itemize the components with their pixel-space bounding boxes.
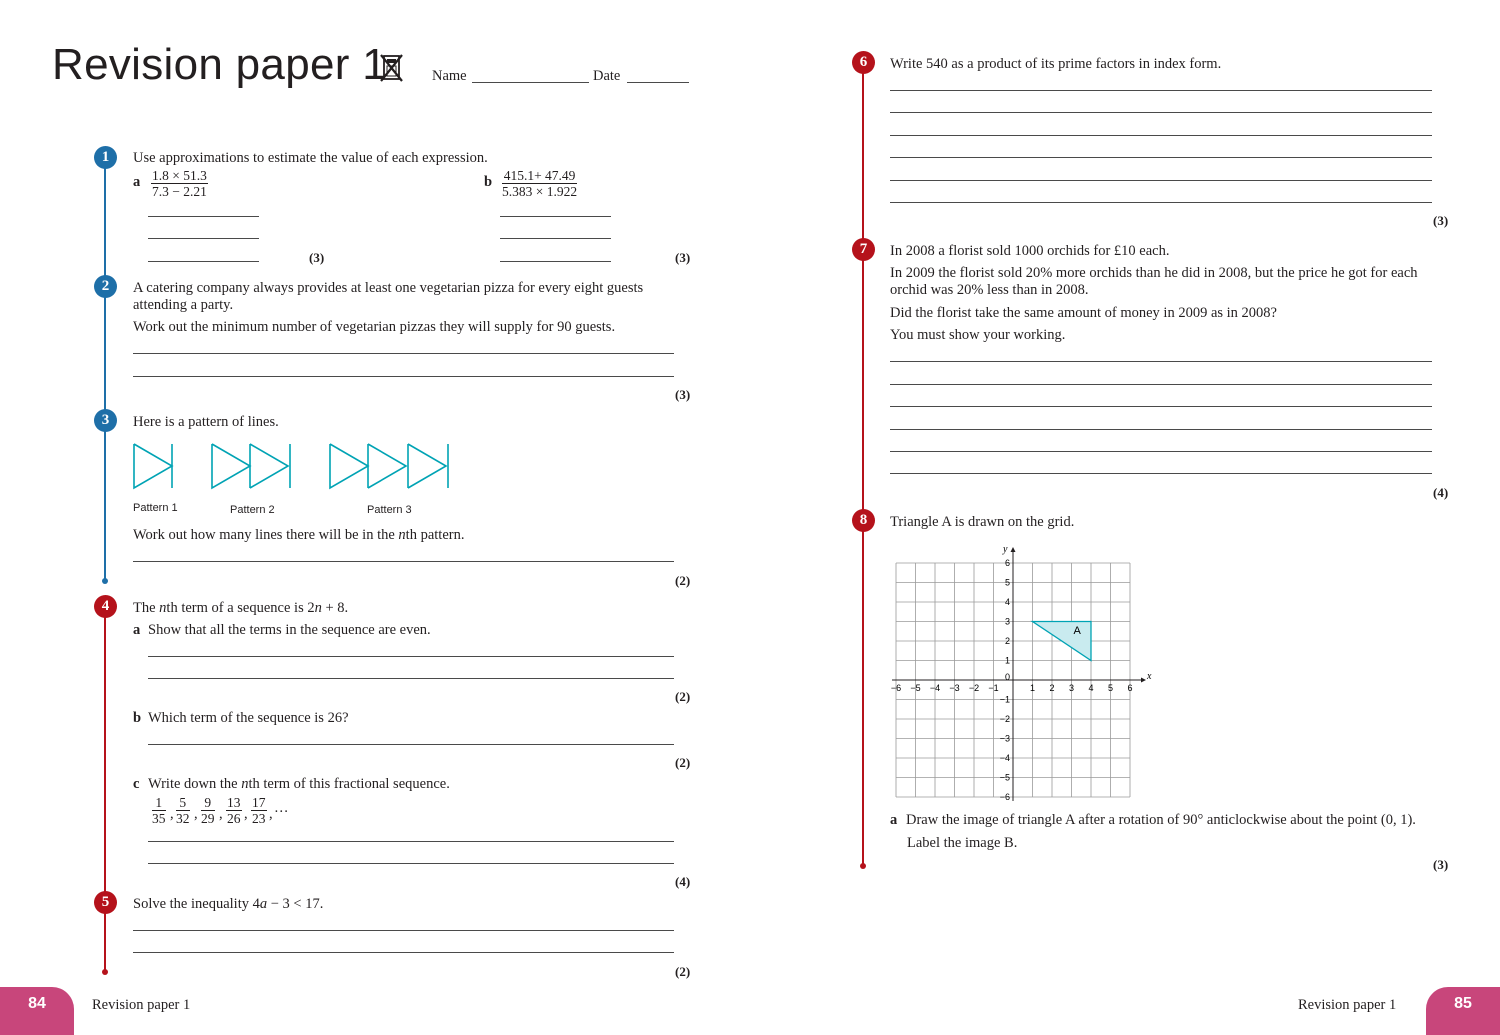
q7-answer-line[interactable] [890,429,1432,430]
q7-answer-line[interactable] [890,473,1432,474]
q1-stem: Use approximations to estimate the value of each expression. [133,150,488,166]
q1-b-denominator: 5.383 × 1.922 [502,184,578,199]
y-tick-label: −2 [999,714,1010,724]
q4a-marks: (2) [675,689,691,704]
q5-answer-line[interactable] [133,952,674,953]
sequence-term-3 [201,795,215,826]
q4c-answer-line[interactable] [148,863,674,864]
q8a-text: Draw the image of triangle A after a rotation of 90° anticlockwise about the point (0, 1). [906,812,1416,828]
q3-answer-line[interactable] [133,561,674,562]
y-tick-label: −6 [999,792,1010,802]
red-question-bar-right [862,62,864,866]
q6-answer-line[interactable] [890,112,1432,113]
q5-text [133,896,323,913]
comma: , [194,806,198,822]
q8a-text-2: Label the image B. [907,835,1018,851]
q3-text: Here is a pattern of lines. [133,414,279,430]
q4-stem-start: The [133,600,160,616]
q1a-answer-line[interactable] [148,261,259,262]
q4b-text: Which term of the sequence is 26? [148,710,349,726]
q5-variable-a: a [259,896,268,912]
sequence-term-4 [226,795,242,826]
q6-answer-line[interactable] [890,90,1432,91]
q1-a-denominator: 7.3 − 2.21 [152,184,207,199]
y-axis-arrow [1011,547,1016,552]
q4-part-a-label: a [133,622,141,638]
q4-part-c-label: c [133,776,140,792]
q3-question-end: th pattern. [405,527,465,543]
y-tick-label: 3 [1004,616,1010,627]
x-tick-label: 5 [1107,683,1114,693]
q1a-answer-line[interactable] [148,238,259,239]
question-number-3: 3 [94,409,117,432]
term-denominator: 29 [201,811,215,826]
q4c-text [148,776,450,793]
sequence-term-1 [152,795,166,826]
term-numerator: 9 [201,795,215,811]
q1-part-a-label: a [133,174,141,190]
x-tick-label: −2 [968,683,980,693]
footer-title-right: Revision paper 1 [1298,997,1397,1013]
q2-text: A catering company always provides at least one vegetarian pizza for every eight guests attending a party. [133,280,644,313]
x-tick-label: 6 [1127,683,1133,693]
date-label: Date [593,68,621,84]
x-tick-label: 4 [1088,683,1094,693]
y-tick-label: −1 [999,694,1010,705]
q7-text-3: Did the florist take the same amount of money in 2009 as in 2008? [890,305,1277,321]
pattern-1-label: Pattern 1 [133,502,178,514]
x-tick-label: −3 [949,683,960,693]
question-number-6: 6 [852,51,875,74]
y-tick-label: 2 [1004,636,1010,646]
term-denominator: 26 [227,811,241,826]
pattern-1-shape [134,444,172,488]
term-denominator: 35 [152,811,166,826]
q4c-text-start: Write down the [148,776,242,792]
q6-answer-line[interactable] [890,157,1432,158]
q5-answer-line[interactable] [133,930,674,931]
q4c-variable-n: n [241,776,249,792]
q7-text-4: You must show your working. [890,327,1066,343]
x-tick-label: −5 [910,683,921,693]
q8-marks: (3) [1433,857,1449,872]
q1a-answer-line[interactable] [148,216,259,217]
term-denominator: 23 [252,811,266,826]
pattern-2-label: Pattern 2 [230,504,275,516]
question-number-7: 7 [852,238,875,261]
q1b-marks: (3) [675,250,691,265]
y-tick-label: 0 [1004,672,1010,682]
pattern-3-shape [330,444,448,488]
q4a-text: Show that all the terms in the sequence are even. [148,622,431,638]
q4b-answer-line[interactable] [148,744,674,745]
q4-variable-n: n [159,600,167,616]
q1b-answer-line[interactable] [500,238,611,239]
comma: , [269,806,273,822]
q7-text-2: In 2009 the florist sold 20% more orchids than he did in 2008, but the price he got for each orchid was 20% less than in 2008. [890,265,1418,298]
q1b-answer-line[interactable] [500,261,611,262]
name-label: Name [432,68,467,84]
q6-answer-line[interactable] [890,135,1432,136]
q2-answer-line[interactable] [133,353,674,354]
q1-fraction-a [151,168,208,199]
blue-question-bar [104,160,106,580]
blue-bar-end [102,578,108,584]
q7-answer-line[interactable] [890,451,1432,452]
q2-marks: (3) [675,387,691,402]
y-tick-label: −4 [999,753,1010,763]
q6-marks: (3) [1433,213,1449,228]
x-tick-label: −4 [929,683,941,693]
page-number-tab-left: 84 [0,987,74,1035]
x-tick-label: −1 [988,683,999,693]
q1-part-b-label: b [484,174,493,190]
q4c-answer-line[interactable] [148,841,674,842]
q4b-marks: (2) [675,755,691,770]
q1-b-numerator: 415.1+ 47.49 [503,168,576,183]
q3-marks: (2) [675,573,691,588]
sequence-term-5 [251,795,267,826]
question-number-2: 2 [94,275,117,298]
y-tick-label: 4 [1004,597,1010,607]
q5-text-end: − 3 < 17. [267,896,324,912]
sequence-ellipsis: … [274,800,289,816]
q1a-marks: (3) [309,250,325,265]
q3-question-start: Work out how many lines there will be in the [133,527,399,543]
y-tick-label: −3 [999,733,1010,744]
line-pattern-diagram [130,440,460,494]
q3-question [133,527,464,544]
term-numerator: 17 [252,795,266,810]
q4c-marks: (4) [675,874,691,889]
red-bar-end-right [860,863,866,869]
term-denominator: 32 [176,811,190,826]
q7-marks: (4) [1433,485,1449,500]
q8-text: Triangle A is drawn on the grid. [890,514,1075,530]
question-number-4: 4 [94,595,117,618]
red-question-bar [104,606,106,972]
q6-answer-line[interactable] [890,180,1432,181]
pattern-2-shape [212,444,290,488]
q4c-text-end: th term of this fractional sequence. [248,776,450,792]
q7-answer-line[interactable] [890,406,1432,407]
q5-marks: (2) [675,964,691,979]
q7-answer-line[interactable] [890,361,1432,362]
y-tick-label: 6 [1004,558,1010,568]
x-tick-label: −6 [890,683,902,693]
x-tick-label: 3 [1068,683,1075,693]
q1b-answer-line[interactable] [500,216,611,217]
name-field-line[interactable] [472,82,589,83]
q7-answer-line[interactable] [890,384,1432,385]
q4-stem-end: + 8. [321,600,349,616]
term-numerator: 13 [227,795,241,810]
q7-text-1: In 2008 a florist sold 1000 orchids for £10 each. [890,243,1170,259]
q8-part-a-label: a [890,812,898,828]
y-tick-label: 5 [1004,577,1010,588]
q1-fraction-b [502,168,577,199]
coordinate-grid[interactable] [880,535,1160,805]
q4a-answer-line[interactable] [148,656,674,657]
q4-variable-n: n [314,600,322,616]
sequence-term-2 [176,795,190,826]
q5-text-start: Solve the inequality 4 [133,896,260,912]
question-number-8: 8 [852,509,875,532]
page-title: Revision paper 1 [52,40,387,89]
q6-answer-line[interactable] [890,202,1432,203]
q3-variable-n: n [398,527,406,543]
footer-title-left: Revision paper 1 [92,997,191,1013]
page-number-tab-right: 85 [1426,987,1500,1035]
q4a-answer-line[interactable] [148,678,674,679]
x-axis-label: x [1147,671,1152,682]
q1-a-numerator: 1.8 × 51.3 [152,168,207,183]
q4-stem [133,600,348,617]
date-field-line[interactable] [627,82,689,83]
q2-answer-line[interactable] [133,376,674,377]
question-number-5: 5 [94,891,117,914]
y-tick-label: −5 [999,772,1010,783]
comma: , [219,806,223,822]
comma: , [170,806,174,822]
comma: , [244,806,248,822]
no-calculator-icon [380,53,404,83]
x-tick-label: 1 [1029,683,1036,693]
term-numerator: 1 [152,795,166,811]
q6-text: Write 540 as a product of its prime factors in index form. [890,56,1222,72]
q4-stem-middle: th term of a sequence is 2 [166,600,315,616]
term-numerator: 5 [176,795,190,811]
y-axis-label: y [1003,544,1008,555]
pattern-3-label: Pattern 3 [367,504,412,516]
x-axis-arrow [1141,678,1146,683]
triangle-a-label: A [1073,625,1081,638]
y-tick-label: 1 [1004,655,1010,666]
red-bar-end [102,969,108,975]
question-number-1: 1 [94,146,117,169]
q2-question: Work out the minimum number of vegetarian pizzas they will supply for 90 guests. [133,319,616,335]
q4-part-b-label: b [133,710,142,726]
x-tick-label: 2 [1049,683,1055,693]
